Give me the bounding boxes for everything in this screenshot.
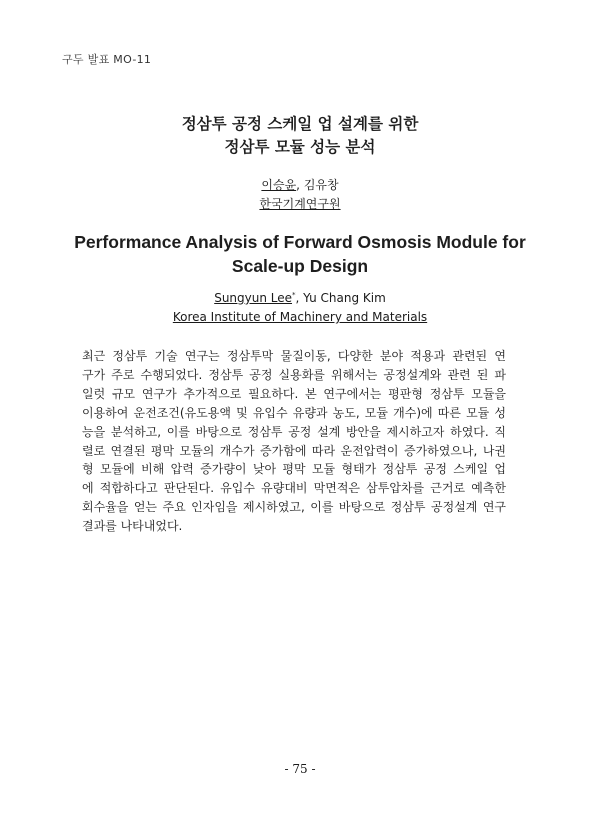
abstract-line: 능을 분석하고, 이를 바탕으로 정삼투 공정 설계 방안을 제시하고자 하였다. 직 <box>82 424 506 439</box>
english-title-line-2: Scale-up Design <box>231 256 369 276</box>
english-coauthors: , Yu Chang Kim <box>295 291 386 305</box>
korean-affiliation: 한국기계연구원 <box>259 197 341 211</box>
english-title-line-1: Performance Analysis of Forward Osmosis Module for <box>74 232 526 252</box>
korean-coauthor: 김유창 <box>303 178 339 192</box>
english-authors <box>0 291 600 305</box>
english-affiliation: Korea Institute of Machinery and Materials <box>172 310 428 324</box>
abstract-line: 렬로 연결된 평막 모듈의 개수가 증가함에 따라 운전압력이 증가하였으나, 나권 <box>82 443 506 458</box>
abstract-body <box>82 347 506 536</box>
abstract-line: 이용하여 운전조건(유도용액 및 유입수 유량과 농도, 모듈 개수)에 따른 모듈 성 <box>82 405 506 420</box>
korean-authors <box>0 176 600 193</box>
korean-author-separator: , <box>296 178 304 192</box>
korean-title-line-1: 정삼투 공정 스케일 업 설계를 위한 <box>181 115 419 133</box>
abstract-line: 결과를 나타내었다. <box>82 519 183 534</box>
abstract-line: 최근 정삼투 기술 연구는 정삼투막 물질이동, 다양한 분야 적용과 관련된 연 <box>82 349 506 363</box>
session-label: 구두 발표 MO-11 <box>62 53 152 66</box>
corresponding-author-mark: * <box>292 291 296 299</box>
abstract-line: 형 모듈에 비해 압력 증가량이 낮아 평막 모듈 형태가 정삼투 공정 스케일 업 <box>82 462 506 477</box>
abstract-line: 에 적합하다고 판단된다. 유입수 유량대비 막면적은 삼투압차를 근거로 예측한 <box>82 481 506 496</box>
korean-title-line-2: 정삼투 모듈 성능 분석 <box>224 138 376 156</box>
abstract-line: 구가 주로 수행되었다. 정삼투 공정 실용화를 위해서는 공정설계와 관련 된 파 <box>82 367 506 382</box>
english-presenting-author: Sungyun Lee <box>214 291 293 305</box>
korean-presenting-author: 이승윤 <box>261 178 297 192</box>
page-number: - 75 - <box>284 762 316 776</box>
abstract-line: 회수율을 얻는 주요 인자임을 제시하였고, 이를 바탕으로 정삼투 공정설계 연구 <box>82 500 506 515</box>
abstract-line: 일럿 규모 연구가 추가적으로 필요하다. 본 연구에서는 평판형 정삼투 모듈을 <box>82 386 506 401</box>
